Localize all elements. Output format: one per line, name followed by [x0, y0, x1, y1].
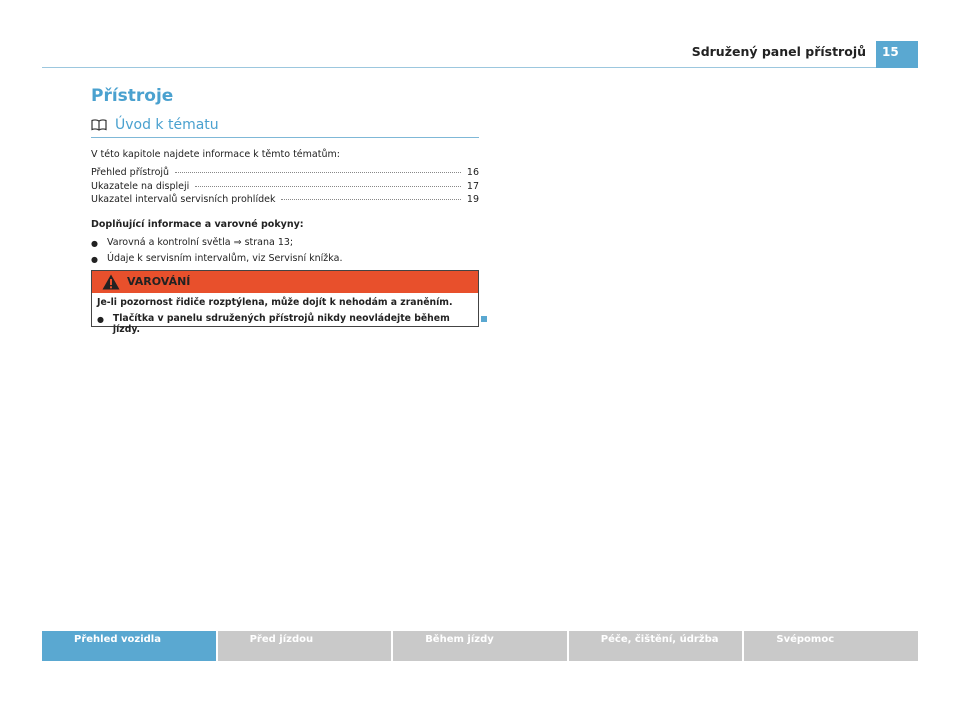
- chapter-title: Sdružený panel přístrojů: [691, 44, 866, 59]
- warning-box: [91, 270, 479, 335]
- page-number: 15: [876, 41, 918, 68]
- additional-info-heading: Doplňující informace a varovné pokyny:: [91, 219, 304, 230]
- warning-triangle-icon: [102, 274, 120, 290]
- toc-item[interactable]: [91, 181, 479, 195]
- section-title: Přístroje: [91, 86, 174, 106]
- bullet-icon: ●: [91, 239, 98, 248]
- list-item-text: Údaje k servisním intervalům, viz Servisní knížka.: [107, 253, 343, 264]
- list-item-text: Varovná a kontrolní světla ⇒ strana 13;: [107, 237, 294, 248]
- warning-text: Je-li pozornost řidiče rozptýlena, může dojít k nehodám a zraněním.: [97, 297, 453, 308]
- warning-bullet-text: Tlačítka v panelu sdružených přístrojů nikdy neovládejte během jízdy.: [112, 313, 450, 335]
- list-item: [91, 253, 342, 269]
- header-rule: [42, 67, 918, 68]
- tab-behem-jizdy[interactable]: Během jízdy: [393, 631, 567, 661]
- tab-pred-jizdou[interactable]: Před jízdou: [218, 631, 392, 661]
- toc-item-label: Přehled přístrojů: [91, 167, 170, 178]
- footer-nav: [42, 631, 918, 661]
- book-icon: [91, 119, 107, 131]
- toc-item-page: 19: [466, 194, 479, 205]
- intro-text: V této kapitole najdete informace k těmto tématům:: [91, 149, 340, 160]
- tab-svepomoc[interactable]: Svépomoc: [744, 631, 918, 661]
- warning-bullet: [97, 313, 478, 335]
- warning-label: VAROVÁNÍ: [127, 275, 191, 288]
- intro-heading-label: Úvod k tématu: [115, 117, 219, 133]
- intro-heading: [91, 117, 479, 138]
- toc-item-page: 17: [466, 180, 479, 192]
- bullet-icon: ●: [91, 255, 98, 264]
- toc-leader: [281, 199, 460, 200]
- toc-leader: [175, 172, 461, 173]
- bullet-icon: ●: [97, 315, 104, 324]
- toc-item[interactable]: [91, 167, 479, 181]
- tab-pece-cisteni-udrzba[interactable]: Péče, čištění, údržba: [569, 631, 743, 661]
- list-item: [91, 237, 342, 253]
- tab-prehled-vozidla[interactable]: Přehled vozidla: [42, 631, 216, 661]
- toc-list: [91, 167, 479, 208]
- toc-item-label: Ukazatel intervalů servisních prohlídek: [91, 194, 276, 205]
- toc-item-page: 16: [466, 167, 479, 178]
- toc-item-label: Ukazatele na displeji: [91, 180, 190, 192]
- section-end-marker: [481, 316, 487, 322]
- additional-info-list: [91, 237, 342, 269]
- toc-item[interactable]: [91, 194, 479, 208]
- warning-header: [92, 271, 478, 293]
- toc-leader: [195, 186, 461, 187]
